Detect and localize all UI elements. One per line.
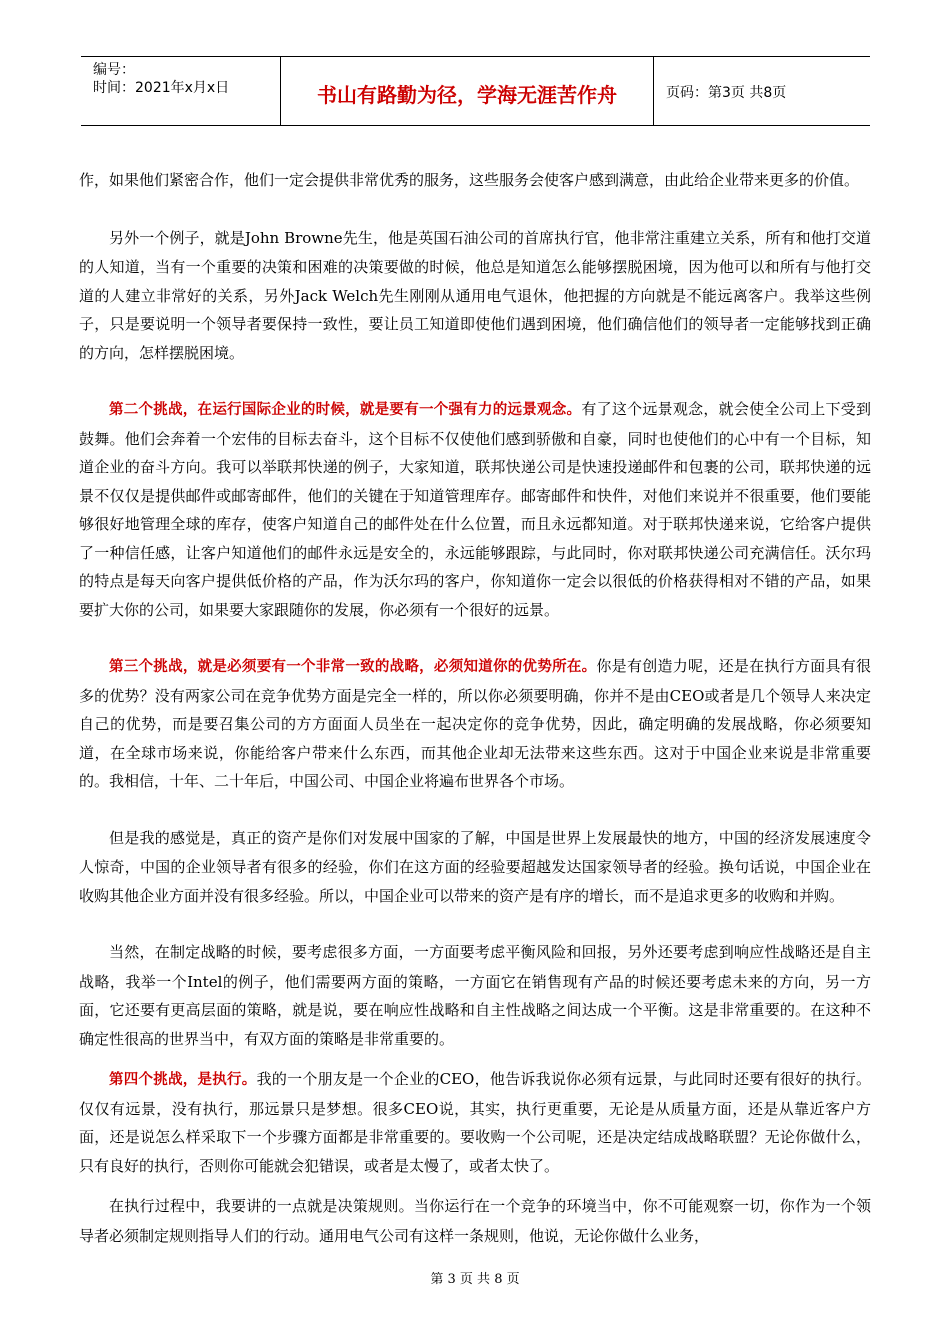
paragraph [79,938,871,1053]
paragraph [79,1192,871,1250]
page-header [81,56,870,126]
header-divider-right [653,57,654,125]
paragraph-text: 我的一个朋友是一个企业的CEO，他告诉我说你必须有远景，与此同时还要有很好的执行。仅仅有远景，没有执行，那远景只是梦想。很多CEO说，其实，执行更重要，无论是从质量方面，还是从靠近客户方面，还是说怎么样采取下一个步骤方面都是非常重要的。要收购一个公司呢，还是决定结成战略联盟？无论你做什么，只有良好的执行，否则你可能就会犯错误，或者是太慢了，或者太快了。 [79,1070,872,1175]
challenge-heading: 第二个挑战，在运行国际企业的时候，就是要有一个强有力的远景观念。 [109,402,582,418]
paragraph-text: 有了这个远景观念，就会使全公司上下受到鼓舞。他们会奔着一个宏伟的目标去奋斗，这个目标不仅使他们感到骄傲和自豪，同时也使他们的心中有一个目标，知道企业的奋斗方向。我可以举联邦快递的例子，大家知道，联邦快递公司是快速投递邮件和包裹的公司，联邦快递的远景不仅仅是提供邮件或邮寄邮件，他们的关键在于知道管理库存。邮寄邮件和快件，对他们来说并不很重要，他们要能够很好地管理全球的库存，使客户知道自己的邮件处在什么位置，而且永远都知道。对于联邦快递来说，它给客户提供了一种信任感，让客户知道他们的邮件永远是安全的，永远能够跟踪，与此同时，你对联邦快递公司充满信任。沃尔玛的特点是每天向客户提供低价格的产品，作为沃尔玛的客户，你知道你一定会以很低的价格获得相对不错的产品，如果要扩大你的公司，如果要大家跟随你的发展，你必须有一个很好的远景。 [79,400,871,619]
paragraph [79,166,871,196]
paragraph-text: 作，如果他们紧密合作，他们一定会提供非常优秀的服务，这些服务会使客户感到满意，由此给企业带来更多的价值。 [79,171,860,189]
challenge-heading: 第三个挑战，就是必须要有一个非常一致的战略，必须知道你的优势所在。 [109,659,597,675]
document-date: 时间：2021年x月x日 [93,80,230,96]
paragraph-text: 但是我的感觉是，真正的资产是你们对发展中国家的了解，中国是世界上发展最快的地方，中国的经济发展速度令人惊奇，中国的企业领导者有很多的经验，你们在这方面的经验要超越发达国家领导者的经验。换句话说，中国企业在收购其他企业方面并没有很多经验。所以，中国企业可以带来的资产是有序的增长，而不是追求更多的收购和并购。 [79,828,871,905]
paragraph [79,224,871,368]
document-number-label: 编号： [93,62,135,78]
paragraph [79,395,871,624]
paragraph [79,652,871,796]
header-motto: 书山有路勤为径，学海无涯苦作舟 [317,83,617,107]
paragraph-text: 你是有创造力呢，还是在执行方面具有很多的优势？没有两家公司在竞争优势方面是完全一样的，所以你必须要明确，你并不是由CEO或者是几个领导人来决定自己的优势，而是要召集公司的方方面面人员坐在一起决定你的竞争优势，因此，确定明确的发展战略，你必须要知道，在全球市场来说，你能给客户带来什么东西，而其他企业却无法带来这些东西。这对于中国企业来说是非常重要的。我相信，十年、二十年后，中国公司、中国企业将遍布世界各个市场。 [79,657,871,790]
paragraph-text: 另外一个例子，就是John Browne先生，他是英国石油公司的首席执行官，他非常注重建立关系，所有和他打交道的人知道，当有一个重要的决策和困难的决策要做的时候，他总是知道怎么能够摆脱困境，因为他可以和所有与他打交道的人建立非常好的关系，另外Jack Welch先生刚刚从通用电气退休，他把握的方向就是不能远离客户。我举这些例子，只是要说明一个领导者要保持一致性，要让员工知道即使他们遇到困境，他们确信他们的领导者一定能够找到正确的方向，怎样摆脱困境。 [79,228,871,362]
paragraph [79,824,871,911]
header-page-info: 页码：第3页 共8页 [666,85,787,101]
paragraph-text: 当然，在制定战略的时候，要考虑很多方面，一方面要考虑平衡风险和回报，另外还要考虑到响应性战略还是自主战略，我举一个Intel的例子，他们需要两方面的策略，一方面它在销售现有产品的时候还要考虑未来的方向，另一方面，它还要有更高层面的策略，就是说，要在响应性战略和自主性战略之间达成一个平衡。这是非常重要的。在这种不确定性很高的世界当中，有双方面的策略是非常重要的。 [79,943,871,1048]
challenge-heading: 第四个挑战，是执行。 [109,1072,257,1088]
header-meta [93,61,229,97]
document-body [79,166,871,1278]
paragraph [79,1065,871,1180]
paragraph-text: 在执行过程中，我要讲的一点就是决策规则。当你运行在一个竞争的环境当中，你不可能观察一切，你作为一个领导者必须制定规则指导人们的行动。通用电气公司有这样一条规则，他说，无论你做什么业务， [79,1197,871,1245]
page-footer: 第 3 页 共 8 页 [430,1272,520,1287]
